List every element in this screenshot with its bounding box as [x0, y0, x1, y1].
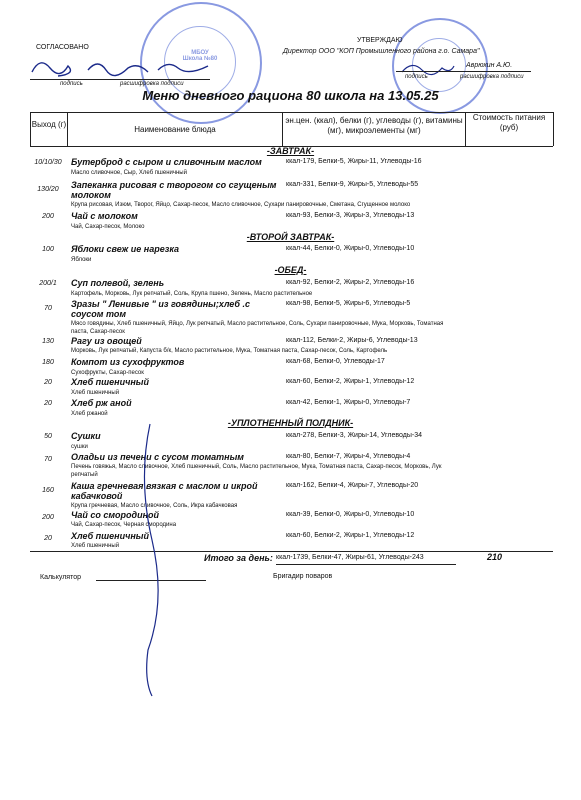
table-col-divider-3	[282, 112, 283, 146]
item-out: 160	[42, 487, 54, 494]
sign-left-caption-2: расшифровка подписи	[120, 81, 184, 87]
approve-left-label: СОГЛАСОВАНО	[36, 44, 89, 51]
school-stamp: МБОУ Школа №80	[140, 2, 262, 124]
item-nutrition: ккал-92, Белки-2, Жиры-2, Углеводы-16	[286, 279, 415, 286]
item-out: 70	[44, 456, 52, 463]
item-out: 20	[44, 379, 52, 386]
item-ingredients: Сухофрукты, Сахар-песок	[71, 370, 144, 376]
totals-label: Итого за день:	[204, 553, 273, 563]
item-ingredients: Хлеб ржаной	[71, 411, 108, 417]
item-name: Чай со смородиной	[71, 510, 160, 520]
item-out: 130/20	[37, 186, 59, 193]
item-ingredients: сушки	[71, 444, 88, 450]
item-out: 20	[44, 400, 52, 407]
item-nutrition: ккал-162, Белки-4, Жиры-7, Углеводы-20	[286, 482, 419, 489]
item-out: 200	[42, 213, 54, 220]
item-out: 50	[44, 433, 52, 440]
item-out: 10/10/30	[34, 159, 62, 166]
item-ingredients: Хлеб пшеничный	[71, 543, 120, 549]
item-out: 20	[44, 535, 52, 542]
director-line: Директор ООО "КОП Промышленного района г.о. Самара"	[283, 48, 480, 55]
sign-left-caption: подпись	[60, 81, 83, 87]
sign-left-line	[30, 79, 210, 80]
section-title-lunch: -ОБЕД-	[274, 265, 307, 275]
item-nutrition: ккал-331, Белки-9, Жиры-5, Углеводы-55	[286, 181, 419, 188]
item-name: Компот из сухофруктов	[71, 357, 185, 367]
sign-right-caption: подпись	[405, 74, 428, 80]
item-name: Сушки	[71, 431, 101, 441]
item-ingredients: Картофель, Морковь, Лук репчатый, Соль, Крупа пшено, Зелень, Масло растительное	[71, 291, 313, 297]
footer-brigadier: Бригадир поваров	[273, 573, 333, 580]
totals-underline	[276, 564, 456, 565]
item-name: Каша гречневая вязкая с маслом и икрой кабачковой	[71, 481, 258, 501]
item-nutrition: ккал-60, Белки-2, Жиры-1, Углеводы-12	[286, 378, 415, 385]
item-ingredients: Крупа гречневая, Масло сливочное, Соль, Икра кабачковая	[71, 503, 238, 509]
section-title-second-breakfast: -ВТОРОЙ ЗАВТРАК-	[246, 232, 335, 242]
item-name: Хлеб пшеничный	[71, 377, 149, 387]
signature-vertical	[130, 420, 170, 700]
item-ingredients: Масло сливочное, Сыр, Хлеб пшеничный	[71, 170, 187, 176]
item-out: 130	[42, 338, 54, 345]
item-nutrition: ккал-42, Белки-1, Жиры-0, Углеводы-7	[286, 399, 411, 406]
signer-right-name: Аврюхин А.Ю.	[466, 62, 513, 69]
header-price: Стоимость питания (руб)	[472, 113, 546, 132]
item-out: 180	[42, 359, 54, 366]
table-col-divider-5	[553, 112, 554, 146]
totals-line	[30, 551, 553, 552]
item-nutrition: ккал-44, Белки-0, Жиры-0, Углеводы-10	[286, 245, 415, 252]
item-name: Оладьи из печени с сусом томатным	[71, 452, 244, 462]
item-name: Зразы " Ленивые " из говядины;хлеб .с соусом том	[71, 299, 250, 319]
footer-calculator: Калькулятор	[40, 574, 81, 581]
item-nutrition: ккал-98, Белки-5, Жиры-6, Углеводы-5	[286, 300, 411, 307]
item-ingredients: Печень говяжья, Масло сливочное, Хлеб пшеничный, Соль, Масло растительное, Мука, Томатная паста, Сахар-песок, Морковь, Лук репчатый	[71, 464, 442, 478]
item-nutrition: ккал-112, Белки-2, Жиры-6, Углеводы-13	[286, 337, 418, 344]
item-name: Запеканка рисовая с творогом со сгущеным молоком	[71, 180, 277, 200]
item-ingredients: Хлеб пшеничный	[71, 390, 120, 396]
item-name: Рагу из овощей	[71, 336, 142, 346]
page-title: Меню дневного рациона 80 школа на 13.05.25	[142, 88, 439, 103]
item-name: Чай с молоком	[71, 211, 138, 221]
header-nutrition: эн.цен. (ккал), белки (г), углеводы (г), витамины (мг), микроэлементы (мг)	[285, 116, 463, 135]
item-out: 200	[42, 514, 54, 521]
approve-right-label: УТВЕРЖДАЮ	[357, 37, 403, 44]
section-title-snack: -УПЛОТНЕННЫЙ ПОЛДНИК-	[227, 418, 354, 428]
section-title-breakfast: -ЗАВТРАК-	[266, 146, 315, 156]
item-nutrition: ккал-68, Белки-0, Углеводы-17	[286, 358, 385, 365]
item-ingredients: Морковь, Лук репчатый, Капуста б/к, Масло растительное, Мука, Томатная паста, Сахар-песок, Соль, Картофель	[71, 348, 388, 354]
item-nutrition: ккал-80, Белки-7, Жиры-4, Углеводы-4	[286, 453, 411, 460]
item-out: 100	[42, 246, 54, 253]
item-out: 200/1	[39, 280, 57, 287]
item-name: Яблоки свеж ие нарезка	[71, 244, 179, 254]
item-ingredients: Крупа рисовая, Изюм, Творог, Яйцо, Сахар-песок, Масло сливочное, Сухари панировочные, Сметана, Сгущенное молоко	[71, 202, 411, 208]
header-out: Выход (г)	[31, 120, 67, 129]
item-ingredients: Чай, Сахар-песок, Молоко	[71, 224, 145, 230]
sign-right-caption-2: расшифровка подписи	[460, 74, 524, 80]
item-out: 70	[44, 305, 52, 312]
signature-left	[28, 54, 228, 82]
item-name: Суп полевой, зелень	[71, 278, 165, 288]
item-nutrition: ккал-39, Белки-0, Жиры-0, Углеводы-10	[286, 511, 415, 518]
totals-nutrition: ккал-1739, Белки-47, Жиры-61, Углеводы-243	[276, 554, 424, 561]
item-name: Хлеб пшеничный	[71, 531, 149, 541]
item-ingredients: Чай, Сахар-песок, Черная смородина	[71, 522, 177, 528]
item-nutrition: ккал-93, Белки-3, Жиры-3, Углеводы-13	[286, 212, 415, 219]
header-name: Наименование блюда	[134, 125, 216, 134]
item-ingredients: Мясо говядины, Хлеб пшеничный, Яйцо, Лук репчатый, Масло растительное, Соль, Сухари панировочные, Мука, Морковь, Томатная паста, Сахар-песок	[71, 321, 444, 335]
item-name: Хлеб рж аной	[71, 398, 132, 408]
totals-price: 210	[487, 552, 503, 562]
item-name: Бутерброд с сыром и сливочным маслом	[71, 157, 262, 167]
item-nutrition: ккал-179, Белки-5, Жиры-11, Углеводы-16	[286, 158, 422, 165]
item-nutrition: ккал-60, Белки-2, Жиры-1, Углеводы-12	[286, 532, 415, 539]
sign-right-line	[396, 71, 531, 72]
item-nutrition: ккал-278, Белки-3, Жиры-14, Углеводы-34	[286, 432, 423, 439]
item-ingredients: Яблоки	[71, 257, 92, 263]
